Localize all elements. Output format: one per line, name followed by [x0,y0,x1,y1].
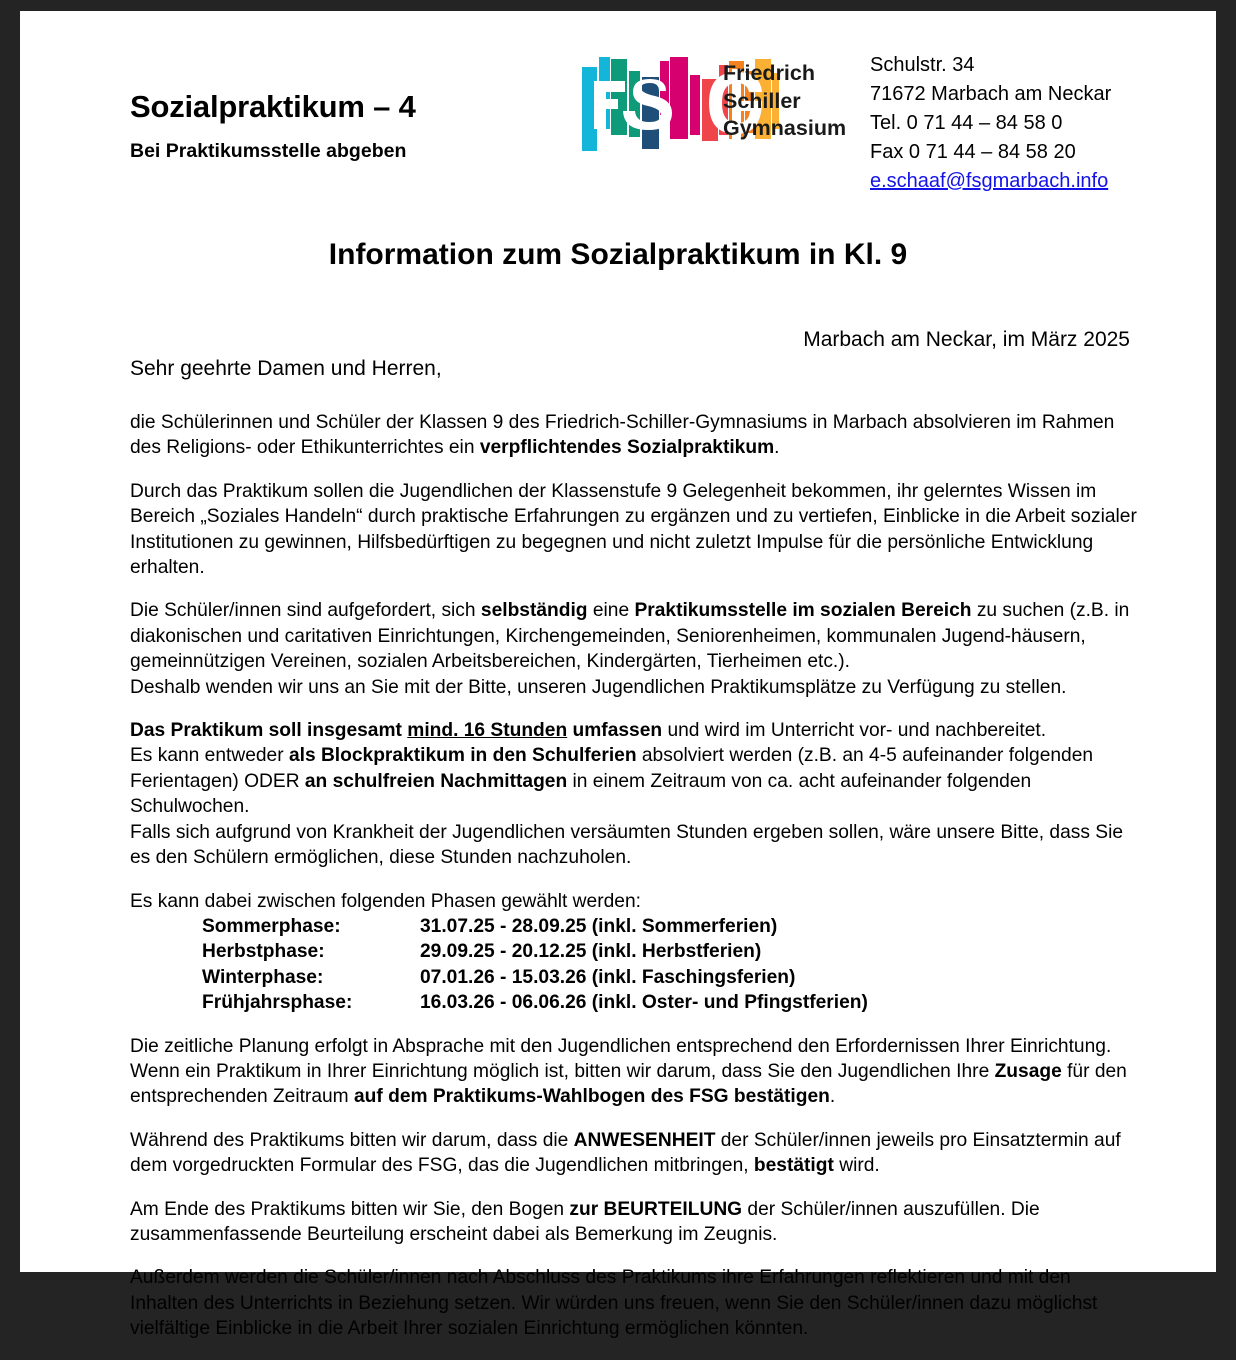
dateline: Marbach am Neckar, im März 2025 [803,328,1130,351]
p1-bold: verpflichtendes Sozialpraktikum [479,437,775,459]
paragraph-request: Deshalb wenden wir uns an Sie mit der Bitte, unseren Jugendlichen Praktikumsplätze zu Verfügung zu stellen. [130,676,1067,698]
paragraph-goals: Durch das Praktikum sollen die Jugendlichen der Klassenstufe 9 Gelegenheit bekommen, ihr gelerntes Wissen im Bereich „Soziales Handeln“ durch praktische Erfahrungen zu ergänzen und zu vertiefen, Einblicke in die Arbeit sozialer Institutionen zu gewinnen, Hilfsbedürftigen zu begegnen und nicht zuletzt Impulse für die persönliche Entwicklung erhalten. [130,480,1137,579]
paragraph-intro [130,410,1142,461]
p5-text-e: . [829,1086,836,1108]
letter-body [130,410,1142,1360]
p4-bold-a: Das Praktikum soll insgesamt [130,720,408,742]
phase-dates: 07.01.26 - 15.03.26 (inkl. Faschingsferien) [420,966,796,988]
phases-table [130,914,868,1016]
school-name-line2: Schiller [723,88,801,113]
p4-text-e: Es kann entweder [130,745,289,767]
salutation: Sehr geehrte Damen und Herren, [130,357,442,380]
phases-intro: Es kann dabei zwischen folgenden Phasen gewählt werden: [130,890,641,912]
p7-text-c: der Schüler/innen auszufüllen. Die zusammenfassende Beurteilung erscheint dabei als Bemerkung im Zeugnis. [130,1198,1040,1245]
paragraph-evaluation [130,1197,1142,1248]
p4-text-d: und wird im Unterricht vor- und nachbereitet. [662,720,1047,742]
table-row [130,914,868,939]
address-street: Schulstr. 34 [870,54,975,76]
school-address [870,51,1111,196]
p5-text-a: Die zeitliche Planung erfolgt in Absprache mit den Jugendlichen entsprechend den Erfordernissen Ihrer Einrichtung. Wenn ein Praktikum in Ihrer Einrichtung möglich ist, bitten wir darum, dass Sie den Jugendlichen Ihre [130,1035,1112,1082]
p4-text-g: absolviert werden (z.B. an 4-5 aufeinander folgenden Ferientagen) ODER [130,745,1094,792]
page-subtitle: Bei Praktikumsstelle abgeben [130,140,407,162]
school-name-line3: Gymnasium [723,116,847,141]
email-link[interactable]: e.schaaf@fsgmarbach.info [870,170,1109,192]
phase-label: Frühjahrsphase: [202,992,353,1014]
school-name [723,60,846,143]
p4-text-i: in einem Zeitraum von ca. acht aufeinander folgenden Schulwochen. [130,770,1032,818]
paragraph-hours [130,718,1142,743]
p6-text-c: der Schüler/innen jeweils pro Einsatztermin auf dem vorgedruckten Formular des FSG, das die Jugendlichen mitbringen, [130,1129,1121,1177]
paragraph-modes [130,743,1142,819]
document-headline: Information zum Sozialpraktikum in Kl. 9 [328,238,908,271]
p6-text-e: wird. [833,1155,880,1177]
phase-label: Winterphase: [202,966,324,988]
p6-bold-bestaetigt: bestätigt [753,1155,834,1177]
address-city: 71672 Marbach am Neckar [870,83,1112,105]
p7-bold-beurteilung: zur BEURTEILUNG [569,1198,743,1220]
p3-bold-stelle: Praktikumsstelle im sozialen Bereich [634,600,972,622]
document-page [20,11,1216,1340]
paragraph-attendance [130,1128,1142,1179]
p7-text-a: Am Ende des Praktikums bitten wir Sie, den Bogen [130,1198,570,1220]
table-row [130,990,868,1015]
p5-bold-zusage: Zusage [994,1060,1062,1082]
phases-table-body [130,914,868,1016]
p5-bold-wahlbogen: auf dem Praktikums-Wahlbogen des FSG bestätigen [353,1086,830,1108]
p5-text-c: für den entsprechenden Zeitraum [130,1060,1127,1108]
table-row [130,965,868,990]
phase-dates: 16.03.26 - 06.06.26 (inkl. Oster- und Pfingstferien) [420,992,868,1014]
p1-text-a: die Schülerinnen und Schüler der Klassen 9 des Friedrich-Schiller-Gymnasiums in Marbach absolvieren im Rahmen des Religions- oder Ethikunterrichtes ein [130,412,1115,459]
page-title: Sozialpraktikum – 4 [130,89,416,124]
table-row [130,939,868,964]
p3-text-c: eine [587,600,635,622]
p6-bold-anwesenheit: ANWESENHEIT [573,1129,716,1151]
p6-text-a: Während des Praktikums bitten wir darum, dass die [130,1129,574,1151]
paragraph-search [130,598,1142,674]
school-name-line1: Friedrich [723,61,815,85]
phase-dates: 31.07.25 - 28.09.25 (inkl. Sommerferien) [420,915,778,937]
p4-bold-c: umfassen [567,720,663,742]
address-fax: Fax 0 71 44 – 84 58 20 [870,141,1076,163]
phase-label: Herbstphase: [202,941,325,963]
address-tel: Tel. 0 71 44 – 84 58 0 [870,112,1063,134]
p1-text-c: . [774,437,780,459]
paragraph-reflection: Außerdem werden die Schüler/innen nach Abschluss des Praktikums ihre Erfahrungen reflektieren und mit den Inhalten des Unterrichts in Beziehung setzen. Wir würden uns freuen, wenn Sie den Schüler/innen dazu möglichst vielfältige Einblicke in die Arbeit Ihrer sozialen Einrichtung ermöglichen könnten. [130,1267,1098,1340]
p4-bold-nachmittage: an schulfreien Nachmittagen [304,770,568,792]
paragraph-planning [130,1034,1142,1110]
phase-label: Sommerphase: [202,915,341,937]
paragraph-sickness: Falls sich aufgrund von Krankheit der Jugendlichen versäumten Stunden ergeben sollen, wäre unsere Bitte, dass Sie es den Schülern ermöglichen, diese Stunden nachzuholen. [130,821,1124,869]
school-logo [580,49,847,161]
letterhead [20,11,1216,191]
p4-bold-block: als Blockpraktikum in den Schulferien [288,745,637,767]
phase-dates: 29.09.25 - 20.12.25 (inkl. Herbstferien) [420,941,762,963]
p3-text-e: zu suchen (z.B. in diakonischen und caritativen Einrichtungen, Kirchengemeinden, Seniorenheimen, kommunalen Jugend-häusern, gemeinnützigen Vereinen, sozialen Arbeitsbereichen, Kindergärten, Tierheimen etc.). [130,600,1130,673]
p3-text-a: Die Schüler/innen sind aufgefordert, sich [130,600,481,622]
p4-underline-hours: mind. 16 Stunden [407,720,568,742]
p3-bold-selbstaendig: selbständig [480,600,588,622]
